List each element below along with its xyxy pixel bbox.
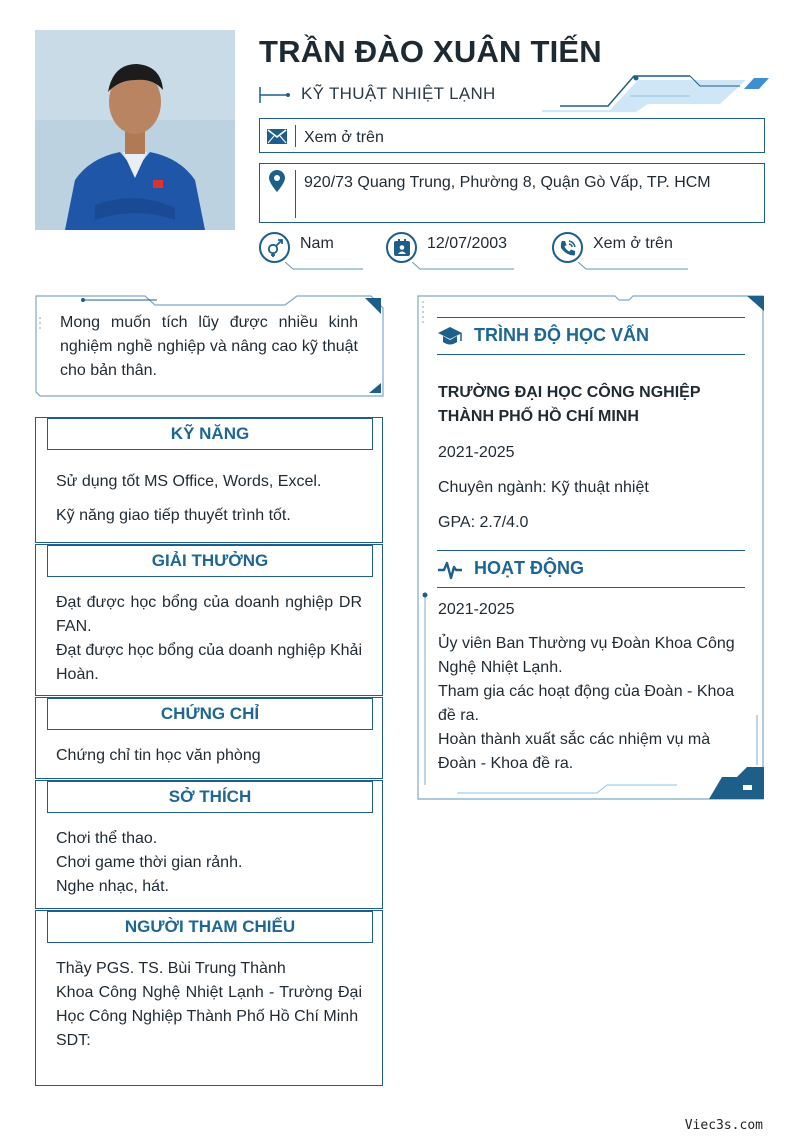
address-value: 920/73 Quang Trung, Phường 8, Quận Gò Vấp, TP. HCM [304, 174, 711, 191]
underline-decoration [412, 262, 516, 270]
birthday-item [386, 232, 526, 272]
skills-heading: KỸ NĂNG [47, 418, 373, 450]
objective-text: Mong muốn tích lũy được nhiều kinh nghiệm nghề nghiệp và nâng cao kỹ thuật cho bản thân. [60, 314, 358, 379]
activities-period: 2021-2025 [438, 601, 515, 618]
education-title: TRÌNH ĐỘ HỌC VẤN [474, 325, 649, 345]
certificates-section [35, 697, 383, 779]
awards-list [56, 591, 362, 687]
activities-heading [437, 550, 745, 588]
divider [295, 170, 296, 218]
hobbies-section [35, 780, 383, 909]
skills-list [56, 470, 362, 528]
skill-item: Kỹ năng giao tiếp thuyết trình tốt. [56, 507, 291, 524]
birthday-value: 12/07/2003 [427, 235, 508, 252]
footer-brand: Viec3s.com [684, 1118, 763, 1133]
activity-item: Hoàn thành xuất sắc các nhiệm vụ mà Đoàn - Khoa đề ra. [438, 731, 711, 772]
hobby-item: Chơi thể thao. [56, 830, 158, 847]
underline-decoration [285, 262, 365, 270]
header-circuit-decoration [540, 74, 772, 114]
gender-icon [259, 232, 290, 263]
hobby-item: Nghe nhạc, hát. [56, 878, 169, 895]
email-box [259, 118, 765, 153]
education-gpa: GPA: 2.7/4.0 [438, 514, 529, 531]
address-box [259, 163, 765, 223]
hobby-item: Chơi game thời gian rảnh. [56, 854, 243, 871]
education-period: 2021-2025 [438, 444, 515, 461]
envelope-icon [265, 125, 289, 147]
references-section [35, 910, 383, 1086]
heartbeat-icon [437, 557, 463, 583]
phone-value: Xem ở trên [593, 235, 673, 252]
certificates-heading: CHỨNG CHỈ [47, 698, 373, 730]
certificates-list [56, 744, 362, 768]
references-list [56, 957, 362, 1053]
reference-item: Thầy PGS. TS. Bùi Trung Thành [56, 960, 286, 977]
activities-list [438, 632, 748, 776]
divider [295, 125, 296, 147]
education-school: TRƯỜNG ĐẠI HỌC CÔNG NGHIỆP THÀNH PHỐ HỒ CHÍ MINH [438, 384, 701, 425]
candidate-name: TRẦN ĐÀO XUÂN TIẾN [259, 34, 602, 69]
hobbies-list [56, 827, 362, 899]
skills-section [35, 417, 383, 543]
career-objective [35, 295, 384, 397]
gender-item [259, 232, 369, 272]
skill-item: Sử dụng tốt MS Office, Words, Excel. [56, 473, 322, 490]
awards-heading: GIẢI THƯỞNG [47, 545, 373, 577]
calendar-id-icon [386, 232, 417, 263]
gender-value: Nam [300, 235, 334, 252]
email-value: Xem ở trên [304, 129, 384, 146]
phone-item [552, 232, 702, 272]
graduation-cap-icon [437, 324, 463, 350]
reference-item: SDT: [56, 1032, 91, 1049]
profile-photo [35, 30, 235, 230]
awards-section [35, 544, 383, 696]
phone-icon [552, 232, 583, 263]
reference-item: Khoa Công Nghệ Nhiệt Lạnh - Trường Đại Học Công Nghiệp Thành Phố Hồ Chí Minh [56, 984, 362, 1025]
title-decoration-line [259, 84, 291, 106]
education-heading [437, 317, 745, 355]
activity-item: Tham gia các hoạt động của Đoàn - Khoa đề ra. [438, 683, 735, 724]
location-pin-icon [265, 170, 289, 192]
hobbies-heading: SỞ THÍCH [47, 781, 373, 813]
activities-title: HOẠT ĐỘNG [474, 558, 584, 578]
award-item: Đạt được học bổng của doanh nghiệp Khải Hoàn. [56, 642, 362, 683]
education-major: Chuyên ngành: Kỹ thuật nhiệt [438, 479, 649, 496]
activity-item: Ủy viên Ban Thường vụ Đoàn Khoa Công Nghệ Nhiệt Lạnh. [438, 635, 735, 676]
references-heading: NGƯỜI THAM CHIẾU [47, 911, 373, 943]
underline-decoration [578, 262, 690, 270]
job-title: KỸ THUẬT NHIỆT LẠNH [301, 84, 496, 103]
award-item: Đạt được học bổng của doanh nghiệp DR FAN. [56, 594, 362, 635]
certificate-item: Chứng chỉ tin học văn phòng [56, 747, 261, 764]
